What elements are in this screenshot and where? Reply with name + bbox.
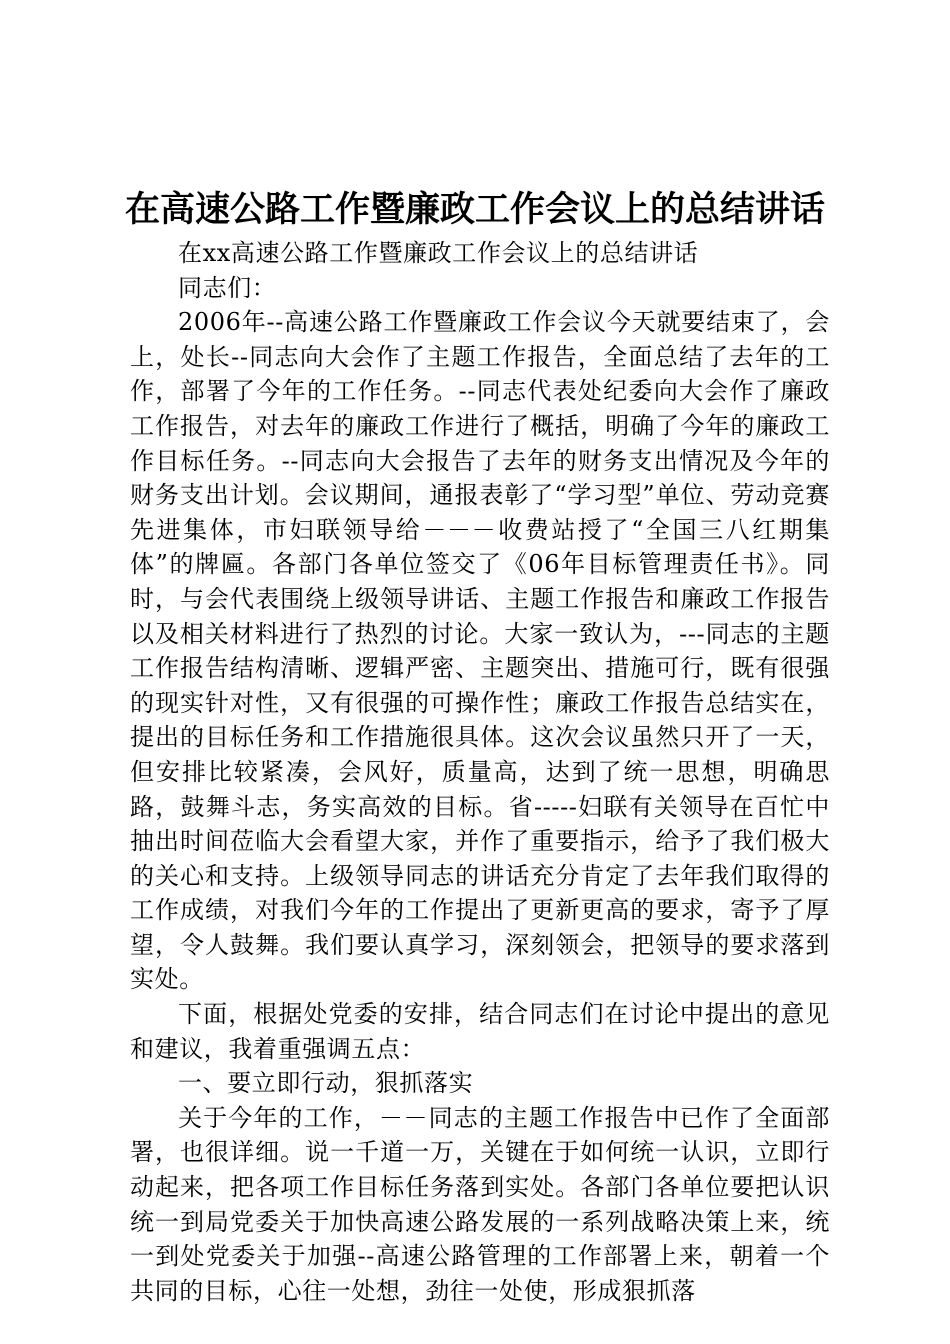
document-body xyxy=(130,236,830,1308)
section-heading: 一、要立即行动，狠抓落实 xyxy=(178,1069,474,1098)
subtitle-paragraph: 在xx高速公路工作暨廉政工作会议上的总结讲话 xyxy=(178,239,699,267)
body-paragraph: 关于今年的工作，－－同志的主题工作报告中已作了全面部署，也很详细。说一千道一万，关键在于如何统一认识，立即行动起来，把各项工作目标任务落到实处。各部门各单位要把认识统一到局党委关于加快高速公路发展的一系列战略决策上来，统一到处党委关于加强--高速公路管理的工作部署上来，朝着一个共同的目标，心往一处想，劲往一处使，形成狠抓落 xyxy=(130,1103,830,1305)
body-paragraph: 2006年--高速公路工作暨廉政工作会议今天就要结束了，会上，处长--同志向大会作了主题工作报告，全面总结了去年的工作，部署了今年的工作任务。--同志代表处纪委向大会作了廉政工作报告，对去年的廉政工作进行了概括，明确了今年的廉政工作目标任务。--同志向大会报告了去年的财务支出情况及今年的财务支出计划。会议期间，通报表彰了“学习型”单位、劳动竞赛先进集体，市妇联领导给－－－收费站授了“全国三八红期集体”的牌匾。各部门各单位签交了《06年目标管理责任书》。同时，与会代表围绕上级领导讲话、主题工作报告和廉政工作报告以及相关材料进行了热烈的讨论。大家一致认为，---同志的主题工作报告结构清晰、逻辑严密、主题突出、措施可行，既有很强的现实针对性，又有很强的可操作性；廉政工作报告总结实在，提出的目标任务和工作措施很具体。这次会议虽然只开了一天，但安排比较紧凑，会风好，质量高，达到了统一思想，明确思路，鼓舞斗志，务实高效的目标。省-----妇联有关领导在百忙中抽出时间莅临大会看望大家，并作了重要指示，给予了我们极大的关心和支持。上级领导同志的讲话充分肯定了去年我们取得的工作成绩，对我们今年的工作提出了更新更高的要求，寄予了厚望，令人鼓舞。我们要认真学习，深刻领会，把领导的要求落到实处。 xyxy=(130,308,830,994)
salutation-paragraph: 同志们： xyxy=(178,273,277,302)
body-paragraph: 下面，根据处党委的安排，结合同志们在讨论中提出的意见和建议，我着重强调五点： xyxy=(130,1000,830,1063)
document-title: 在高速公路工作暨廉政工作会议上的总结讲话 xyxy=(124,190,825,230)
